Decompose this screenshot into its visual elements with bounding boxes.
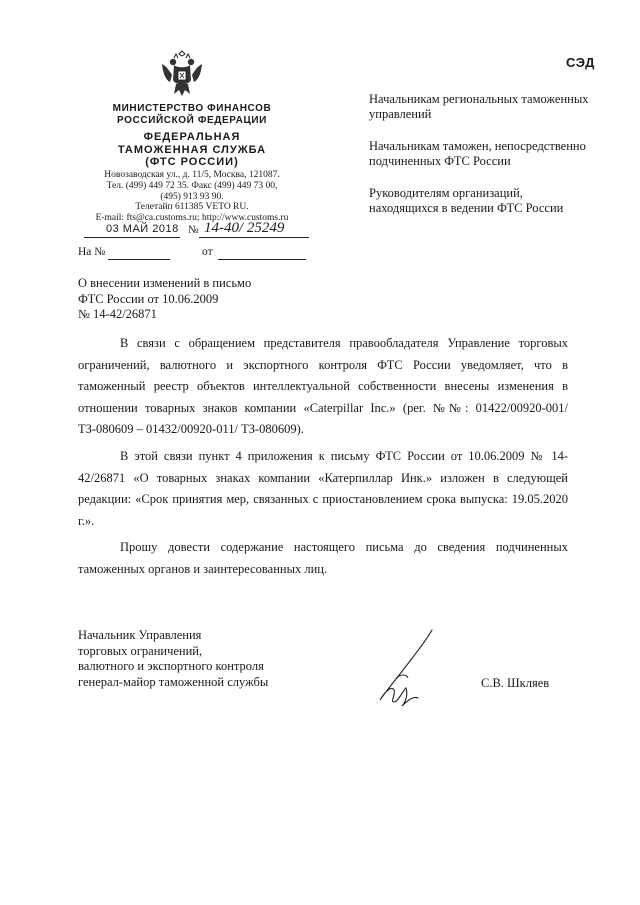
teletype-line: Телетайп 611385 VETO RU. (135, 202, 249, 213)
title-line: валютного и экспортного контроля (78, 659, 264, 673)
ref-label: На № (78, 246, 106, 258)
title-line: Начальник Управления (78, 628, 202, 642)
signatory-title (78, 628, 338, 690)
addressee-item: Начальникам региональных таможенных управлений (369, 92, 589, 121)
service-line: (ФТС РОССИИ) (145, 156, 239, 168)
letter-subject (78, 276, 318, 323)
handwritten-signature-icon (372, 628, 442, 708)
email-line: E-mail: fts@ca.customs.ru; http://www.customs.ru (95, 213, 289, 224)
body-paragraph: Прошу довести содержание настоящего письма до сведения подчиненных таможенных органов и заинтересованных лиц. (78, 540, 568, 576)
contact-block (78, 170, 306, 224)
ref-number-underline (108, 259, 170, 260)
ministry-name (78, 103, 306, 127)
ministry-line: МИНИСТЕРСТВО ФИНАНСОВ (112, 103, 272, 114)
subject-line: ФТС России от 10.06.2009 (78, 291, 219, 306)
title-line: торговых ограничений, (78, 643, 203, 658)
service-line: ФЕДЕРАЛЬНАЯ (143, 131, 241, 143)
addressee-item: Руководителям организаций, находящихся в ведении ФТС России (369, 186, 564, 215)
title-line: генерал-майор таможенной службы (78, 674, 269, 689)
phone-line: Тел. (499) 449 72 35. Факс (499) 449 73 00, (106, 180, 278, 191)
service-line: ТАМОЖЕННАЯ СЛУЖБА (117, 143, 267, 156)
subject-line: № 14-42/26871 (78, 307, 157, 321)
address-line: Новозаводская ул., д. 11/5, Москва, 121087. (104, 170, 280, 180)
ref-from-label: от (202, 246, 213, 258)
registration-line (84, 220, 320, 240)
addressee-item: Начальникам таможен, непосредственно подчиненных ФТС России (369, 139, 586, 168)
number-label: № (188, 224, 199, 236)
body-paragraph: В этой связи пункт 4 приложения к письму ФТС России от 10.06.2009 № 14-42/26871 «О товарных знаках компании «Катерпиллар Инк.» изложен в следующей редакции: «Срок принятия мер, связанных с приостановлением срока выпуска: 19.05.2020 г.». (78, 448, 568, 528)
subject-line: О внесении изменений в письмо (78, 276, 252, 290)
service-name (78, 131, 306, 169)
sed-mark: СЭД (566, 55, 595, 70)
registration-number: 14-40/ 25249 (204, 220, 285, 236)
reference-line (78, 246, 314, 262)
phone-line: (495) 913 93 90. (160, 191, 224, 202)
addressee-block (369, 92, 589, 233)
letter-body (78, 333, 568, 586)
ministry-line: РОССИЙСКОЙ ФЕДЕРАЦИИ (117, 115, 267, 126)
ref-date-underline (218, 259, 306, 260)
registration-date: 03 МАЙ 2018 (106, 223, 179, 235)
signer-name: С.В. Шкляев (481, 676, 550, 690)
coat-of-arms-icon (160, 50, 204, 98)
body-paragraph: В связи с обращением представителя правообладателя Управление торговых ограничений, валютного и экспортного контроля ФТС России уведомляет, что в таможенный реестр объектов интеллектуальной собственности внесены изменения в отношении товарных знаков компании «Caterpillar Inc.» (рег. №№: 01422/00920-001/ТЗ-080609 – 01432/00920-011/ ТЗ-080609). (78, 336, 568, 437)
